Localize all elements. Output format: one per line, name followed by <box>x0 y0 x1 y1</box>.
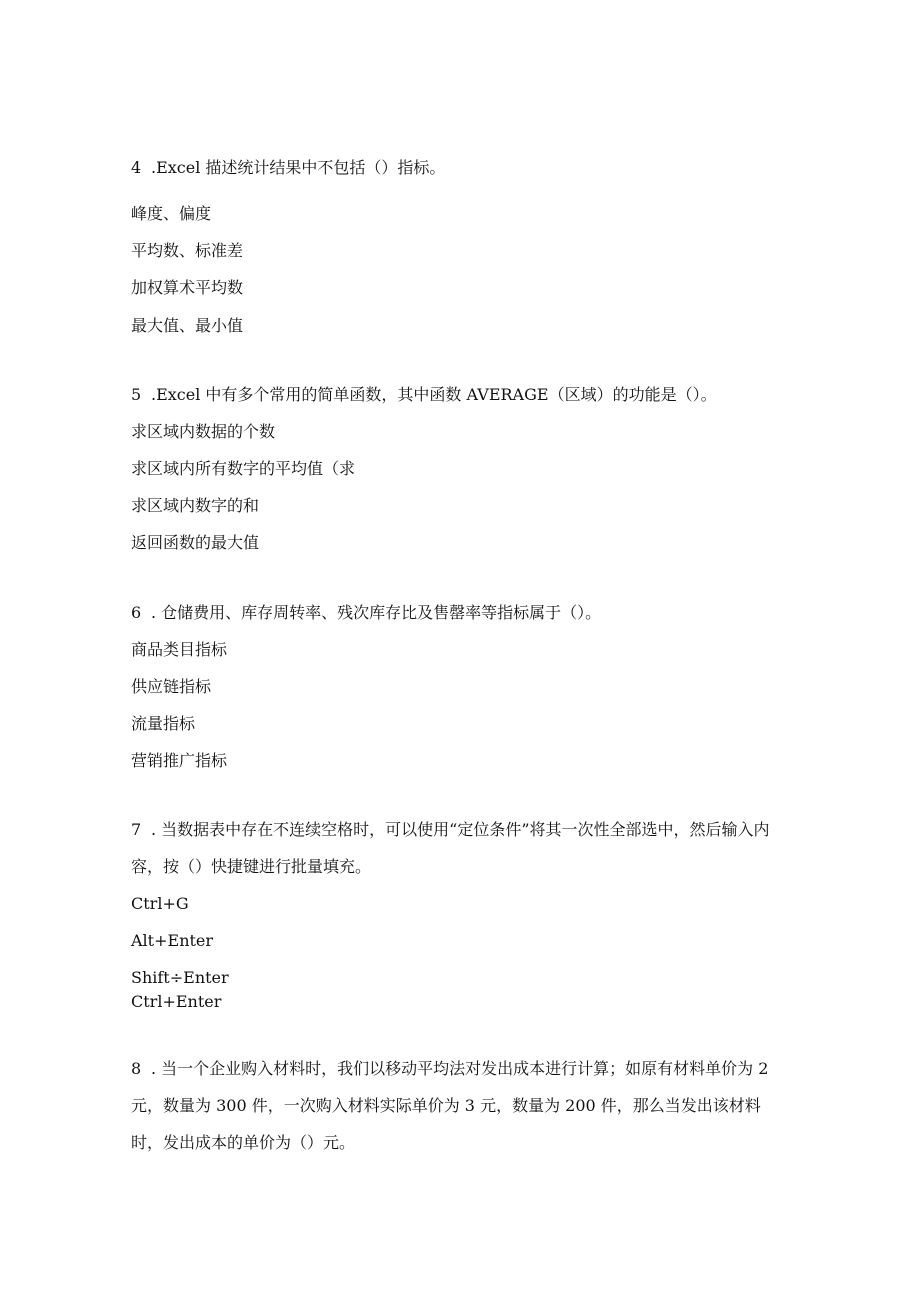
question-number: 4 <box>131 158 142 177</box>
question-number: 7 <box>131 820 142 839</box>
question-6-option-4: 营销推广指标 <box>131 751 228 770</box>
question-4-option-1: 峰度、偏度 <box>131 204 212 223</box>
question-5-option-4: 返回函数的最大值 <box>131 533 260 552</box>
question-text: . 当一个企业购入材料时，我们以移动平均法对发出成本进行计算；如原有材料单价为 2 元，数量为 300 件，一次购入材料实际单价为 3 元，数量为 200 件，那么当发出该材料时，发出成本的单价为（）元。 <box>131 1059 769 1152</box>
question-number: 5 <box>131 385 142 404</box>
question-6-stem <box>131 603 601 623</box>
question-4-option-3: 加权算术平均数 <box>131 278 244 297</box>
question-6-option-3: 流量指标 <box>131 714 196 733</box>
question-6-option-1: 商品类目指标 <box>131 640 228 659</box>
question-number: 8 <box>131 1059 142 1078</box>
question-5-stem <box>131 385 717 405</box>
question-7-option-4: Ctrl+Enter <box>131 992 222 1011</box>
question-7-option-3: Shift÷Enter <box>131 968 229 987</box>
question-6-option-2: 供应链指标 <box>131 677 212 696</box>
question-number: 6 <box>131 603 142 622</box>
question-7-option-2: Alt+Enter <box>131 931 214 950</box>
question-7-stem <box>131 811 781 885</box>
question-4-option-2: 平均数、标准差 <box>131 241 244 260</box>
question-5-option-1: 求区域内数据的个数 <box>131 422 276 441</box>
question-4-stem <box>131 158 445 178</box>
question-8-stem <box>131 1050 781 1161</box>
question-7-option-1: Ctrl+G <box>131 894 189 913</box>
question-text: .Excel 中有多个常用的简单函数，其中函数 AVERAGE（区域）的功能是（）。 <box>151 385 717 404</box>
question-5-option-3: 求区域内数字的和 <box>131 496 260 515</box>
question-text: . 当数据表中存在不连续空格时，可以使用“定位条件”将其一次性全部选中，然后输入内容，按（）快捷键进行批量填充。 <box>131 820 770 876</box>
question-4-option-4: 最大值、最小值 <box>131 316 244 335</box>
question-5-option-2: 求区域内所有数字的平均值（求 <box>131 459 356 478</box>
question-text: . 仓储费用、库存周转率、残次库存比及售罄率等指标属于（）。 <box>151 603 602 622</box>
question-text: .Excel 描述统计结果中不包括（）指标。 <box>151 158 446 177</box>
